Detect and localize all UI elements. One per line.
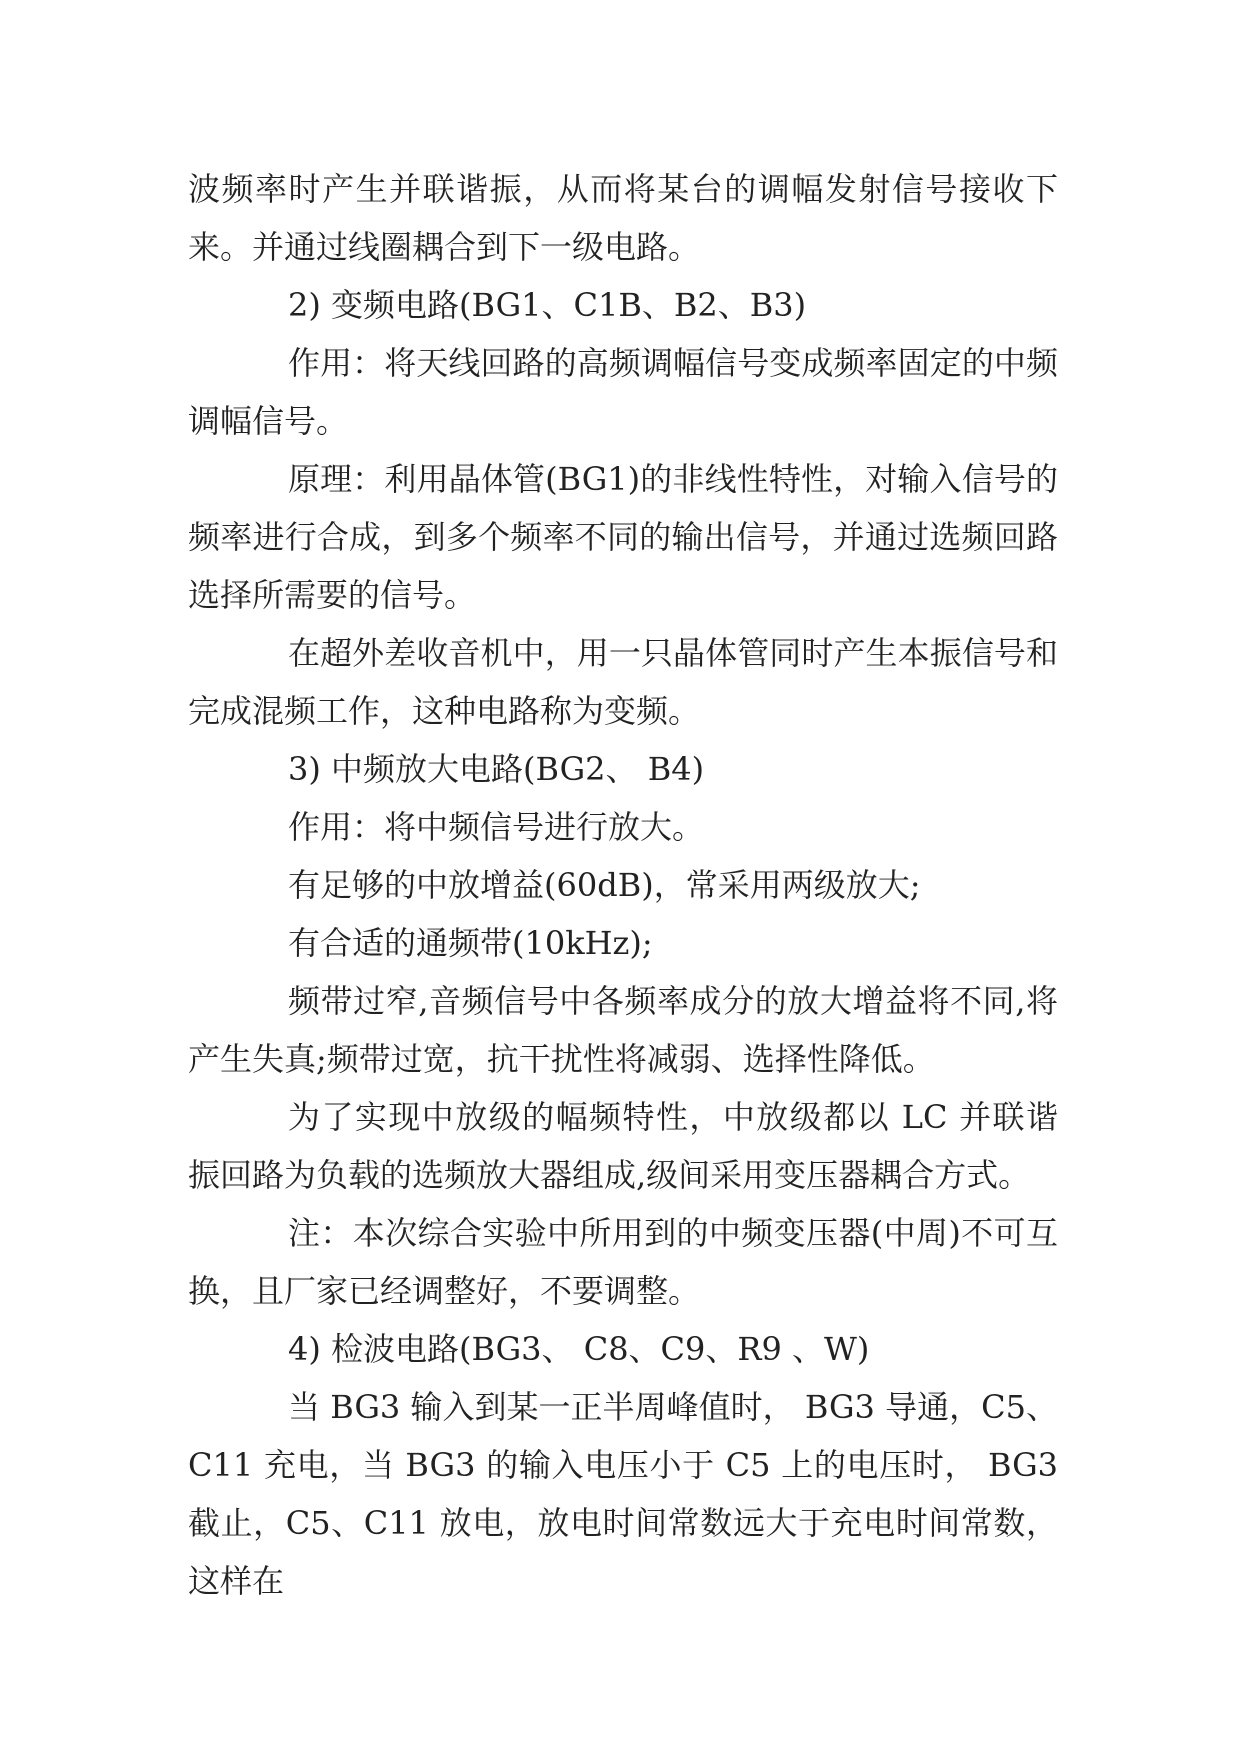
paragraph-4: 原理：利用晶体管(BG1)的非线性特性，对输入信号的频率进行合成，到多个频率不同的输出信号，并通过选频回路选择所需要的信号。 <box>188 460 1058 614</box>
paragraph-7: 作用：将中频信号进行放大。 <box>288 808 705 846</box>
paragraph-14: 当 BG3 输入到某一正半周峰值时， BG3 导通，C5、C11 充电，当 BG3 的输入电压小于 C5 上的电压时， BG3 截止，C5、C11 放电，放电时间常数远大于充电时间常数，这样在 <box>188 1388 1058 1600</box>
paragraph-11: 为了实现中放级的幅频特性，中放级都以 LC 并联谐振回路为负载的选频放大器组成,级间采用变压器耦合方式。 <box>188 1098 1058 1194</box>
paragraph-3: 作用：将天线回路的高频调幅信号变成频率固定的中频调幅信号。 <box>188 344 1058 440</box>
section-heading-4: 4) 检波电路(BG3、 C8、C9、R9 、W) <box>288 1330 870 1368</box>
paragraph-10: 频带过窄,音频信号中各频率成分的放大增益将不同,将产生失真;频带过宽，抗干扰性将减弱、选择性降低。 <box>188 982 1058 1078</box>
paragraph-5: 在超外差收音机中，用一只晶体管同时产生本振信号和完成混频工作，这种电路称为变频。 <box>188 634 1058 730</box>
document-body <box>188 160 1058 1610</box>
section-heading-3: 3) 中频放大电路(BG2、 B4) <box>288 750 705 788</box>
paragraph-8: 有足够的中放增益(60dB)，常采用两级放大; <box>288 866 921 904</box>
paragraph-12: 注：本次综合实验中所用到的中频变压器(中周)不可互换，且厂家已经调整好，不要调整。 <box>188 1214 1058 1310</box>
paragraph-9: 有合适的通频带(10kHz); <box>288 924 653 962</box>
paragraph-1: 波频率时产生并联谐振，从而将某台的调幅发射信号接收下来。并通过线圈耦合到下一级电路。 <box>188 170 1058 266</box>
section-heading-2: 2) 变频电路(BG1、C1B、B2、B3) <box>288 286 807 324</box>
